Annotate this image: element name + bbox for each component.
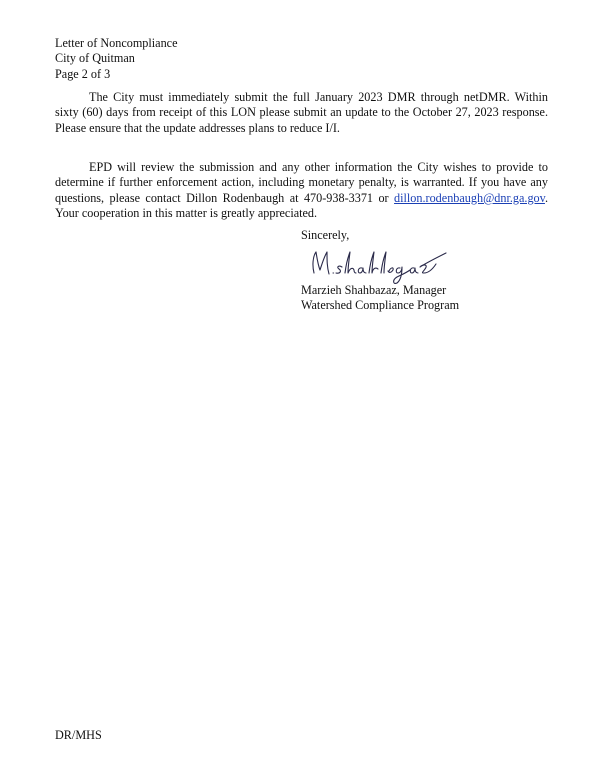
letter-header bbox=[55, 36, 178, 82]
page-number: Page 2 of 3 bbox=[55, 66, 111, 81]
paragraph-enforcement-contact bbox=[55, 160, 548, 222]
handwritten-signature bbox=[296, 240, 456, 288]
paragraph-dmr-submission bbox=[55, 90, 548, 136]
contact-email-link[interactable]: dillon.rodenbaugh@dnr.ga.gov bbox=[394, 190, 545, 205]
paragraph-closing-text: . Your cooperation in this matter is greatly appreciated. bbox=[55, 190, 548, 221]
letter-title: Letter of Noncompliance bbox=[55, 36, 178, 50]
paragraph-contact-text: EPD will review the submission and any other information the City wishes to provide to determine if further enforcement action, including monetary penalty, is warranted. If you have any questions, please contact Dillon Rodenbaugh at 470-938-3371 or bbox=[55, 160, 548, 205]
paragraph-dmr-text: The City must immediately submit the full January 2023 DMR through netDMR. Within sixty (60) days from receipt of this LON please submit an update to the October 27, 2023 response. Please ensure that the update addresses plans to reduce I/I. bbox=[55, 90, 548, 135]
salutation: Sincerely, bbox=[301, 228, 350, 242]
signer-name-title: Marzieh Shahbazaz, Manager bbox=[301, 283, 447, 297]
recipient-city: City of Quitman bbox=[55, 51, 135, 66]
signer-program: Watershed Compliance Program bbox=[301, 298, 460, 313]
footer-initials: DR/MHS bbox=[55, 728, 102, 742]
signature-block bbox=[301, 283, 459, 314]
